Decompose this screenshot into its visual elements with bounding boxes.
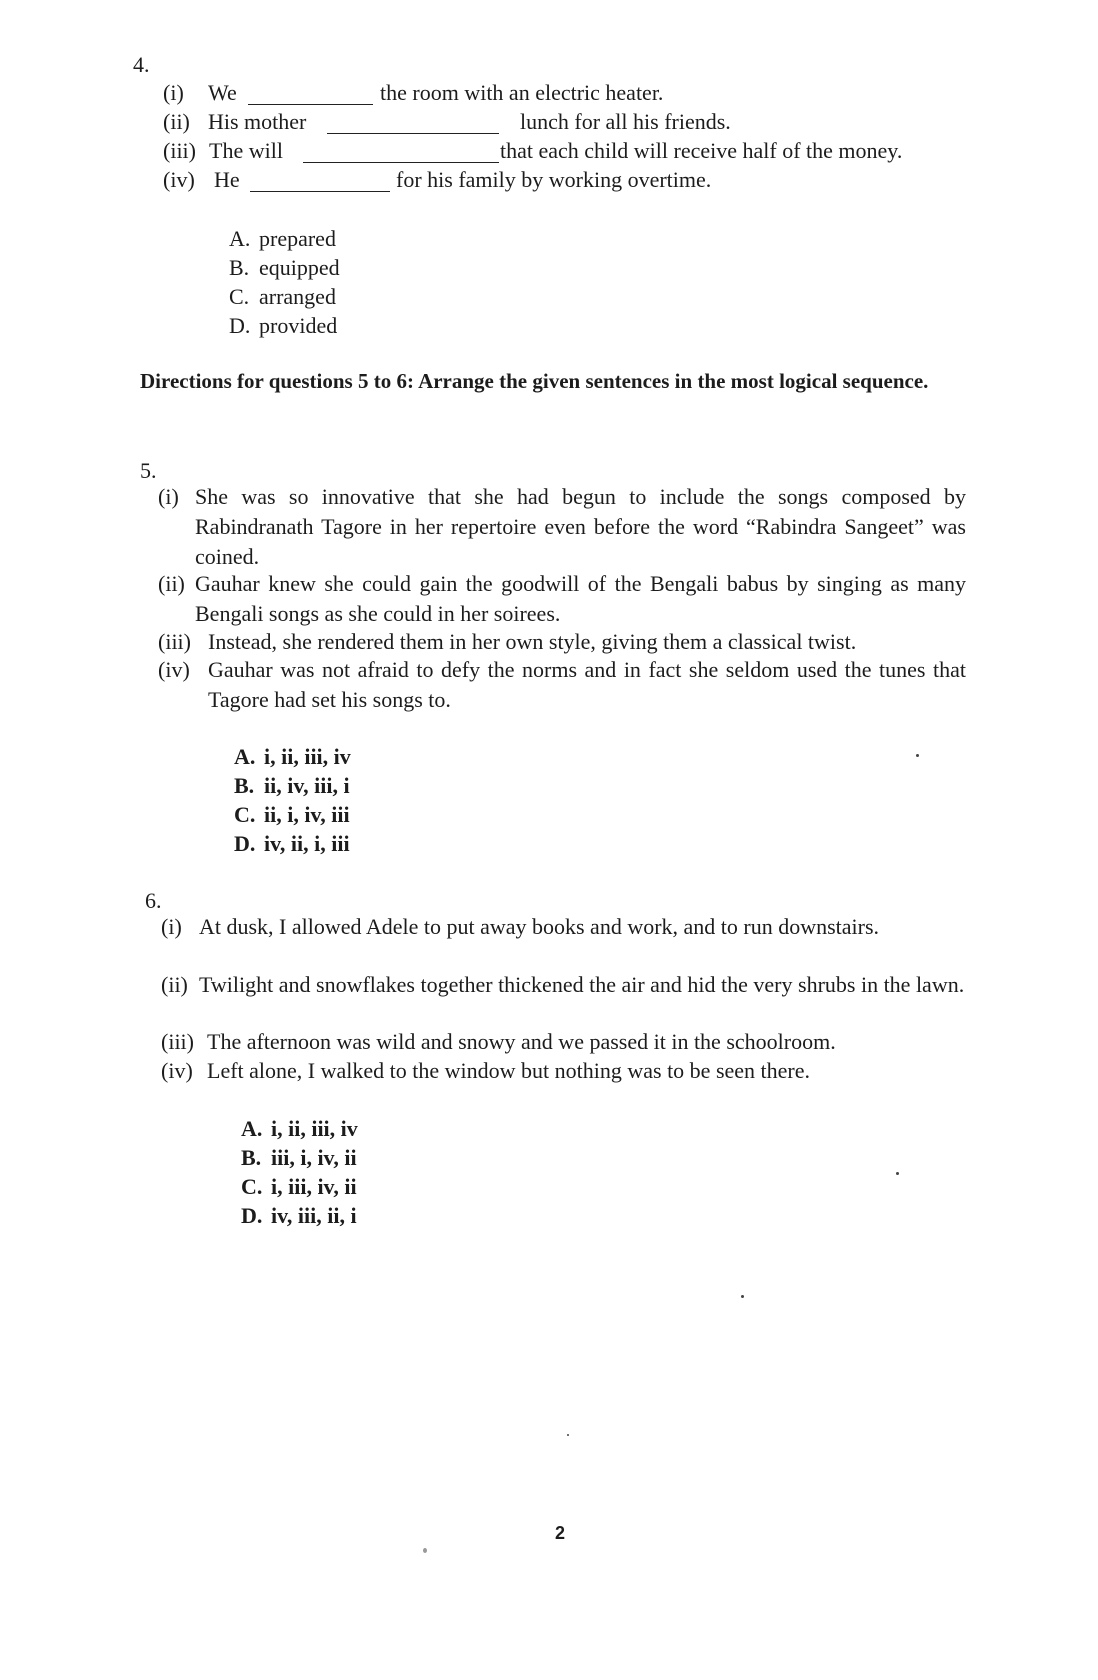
- q6-item-label: (ii): [161, 972, 188, 997]
- q4-number: 4.: [133, 52, 150, 77]
- q5-item: [158, 655, 966, 715]
- option-text: ii, iv, iii, i: [264, 773, 350, 798]
- q4-item-after: lunch for all his friends.: [520, 109, 731, 134]
- q6-item: [161, 970, 969, 1030]
- q5-item-label: (iv): [158, 657, 190, 682]
- option-text: iv, ii, i, iii: [264, 831, 350, 856]
- directions: [140, 366, 940, 397]
- q6-item-label: (iv): [161, 1058, 193, 1083]
- q6-item-label: (iii): [161, 1029, 194, 1054]
- q5-option[interactable]: [234, 773, 350, 799]
- option-text: i, ii, iii, iv: [264, 744, 351, 769]
- q5-option[interactable]: [234, 831, 350, 857]
- option-letter: C.: [229, 284, 250, 309]
- option-text: iii, i, iv, ii: [271, 1145, 357, 1170]
- q5-option[interactable]: [234, 802, 350, 828]
- q5-item: [158, 569, 966, 629]
- option-letter: B.: [241, 1145, 262, 1170]
- option-text: prepared: [259, 226, 336, 251]
- option-letter: A.: [241, 1116, 263, 1141]
- q5-item-text: Gauhar knew she could gain the goodwill of the Bengali babus by singing as many Bengali songs as she could in her soirees.: [195, 571, 966, 626]
- q5-item-label: (i): [158, 484, 179, 509]
- option-text: ii, i, iv, iii: [264, 802, 350, 827]
- q4-option[interactable]: [229, 284, 336, 310]
- option-text: arranged: [259, 284, 336, 309]
- q4-item-before: His mother: [208, 109, 307, 134]
- q5-item-text: She was so innovative that she had begun to include the songs composed by Rabindranath Tagore in her repertoire even before the word “Rabindra Sangeet” was coined.: [195, 484, 966, 569]
- option-letter: B.: [234, 773, 255, 798]
- q6-number: 6.: [145, 888, 162, 913]
- q4-option[interactable]: [229, 313, 337, 339]
- q6-item-text: The afternoon was wild and snowy and we passed it in the schoolroom.: [207, 1029, 836, 1054]
- q4-blank: [303, 162, 499, 163]
- option-text: provided: [259, 313, 338, 338]
- q5-item: [158, 627, 966, 657]
- page-number: 2: [555, 1523, 566, 1543]
- option-letter: B.: [229, 255, 250, 280]
- q4-item-before: He: [214, 167, 240, 192]
- q4-item-before: The will: [209, 138, 283, 163]
- q4-item-after: the room with an electric heater.: [380, 80, 664, 105]
- q5-item-label: (ii): [158, 571, 185, 596]
- q6-option[interactable]: [241, 1174, 357, 1200]
- option-text: iv, iii, ii, i: [271, 1203, 357, 1228]
- option-letter: C.: [241, 1174, 263, 1199]
- q6-item-label: (i): [161, 914, 182, 939]
- directions-text: Arrange the given sentences in the most logical sequence.: [418, 369, 929, 393]
- q5-option[interactable]: [234, 744, 351, 770]
- q5-item-text: Instead, she rendered them in her own style, giving them a classical twist.: [208, 629, 857, 654]
- scan-speck: [423, 1548, 427, 1553]
- q4-blank: [327, 133, 499, 134]
- q4-item-before: We: [208, 80, 237, 105]
- q4-option[interactable]: [229, 255, 340, 281]
- scan-speck: [916, 754, 919, 757]
- q5-number: 5.: [140, 458, 157, 483]
- option-letter: A.: [229, 226, 251, 251]
- q4-item-label: (ii): [163, 109, 190, 134]
- q4-item-label: (iv): [163, 167, 195, 192]
- option-letter: D.: [241, 1203, 263, 1228]
- q6-item: [161, 1027, 969, 1057]
- q4-option[interactable]: [229, 226, 336, 252]
- q4-item-after: for his family by working overtime.: [396, 167, 712, 192]
- option-letter: C.: [234, 802, 256, 827]
- option-text: equipped: [259, 255, 340, 280]
- q4-blank: [248, 104, 373, 105]
- q4-item-after: that each child will receive half of the money.: [500, 138, 903, 163]
- option-text: i, iii, iv, ii: [271, 1174, 357, 1199]
- q4-item-label: (i): [163, 80, 184, 105]
- q6-item-text: At dusk, I allowed Adele to put away books and work, and to run downstairs.: [199, 914, 880, 939]
- option-text: i, ii, iii, iv: [271, 1116, 358, 1141]
- directions-lead: Directions for questions 5 to 6:: [140, 369, 414, 393]
- q6-option[interactable]: [241, 1145, 357, 1171]
- q6-item: [161, 1056, 969, 1086]
- q5-item-text: Gauhar was not afraid to defy the norms and in fact she seldom used the tunes that Tagore had set his songs to.: [208, 657, 966, 712]
- q6-option[interactable]: [241, 1116, 358, 1142]
- q5-item-label: (iii): [158, 629, 191, 654]
- q6-option[interactable]: [241, 1203, 357, 1229]
- q5-item: [158, 482, 966, 572]
- scan-speck: [567, 1434, 569, 1436]
- q6-item-text: Twilight and snowflakes together thickened the air and hid the very shrubs in the lawn.: [199, 972, 965, 997]
- option-letter: A.: [234, 744, 256, 769]
- scan-speck: [896, 1172, 899, 1175]
- option-letter: D.: [229, 313, 251, 338]
- scan-speck: [741, 1295, 744, 1298]
- q4-item-label: (iii): [163, 138, 196, 163]
- q6-item-text: Left alone, I walked to the window but nothing was to be seen there.: [207, 1058, 811, 1083]
- q4-blank: [250, 191, 390, 192]
- q6-item: [161, 912, 969, 972]
- option-letter: D.: [234, 831, 256, 856]
